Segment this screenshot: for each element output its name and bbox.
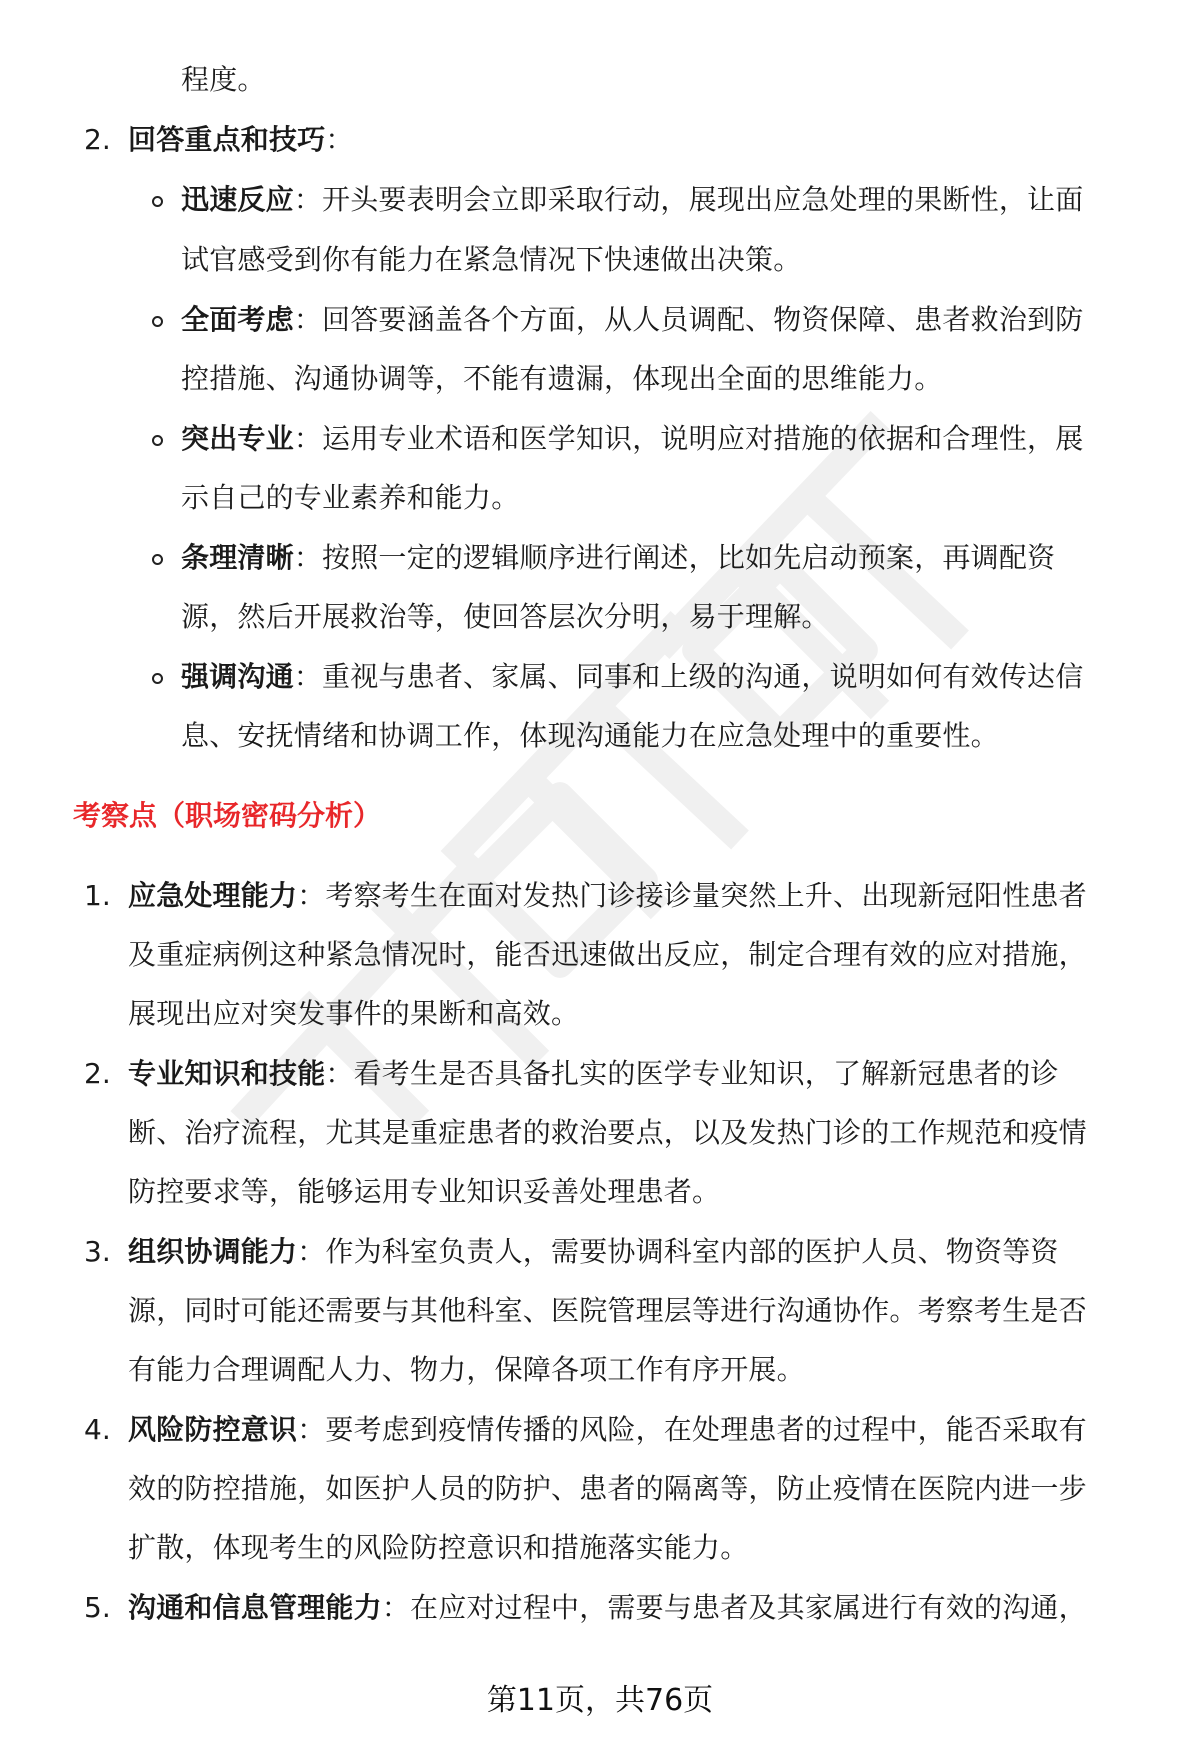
assessment-item-cont: 效的防控措施，如医护人员的防护、患者的隔离等，防止疫情在医院内进一步 <box>128 1472 1087 1505</box>
bullet-item: 全面考虑：回答要涵盖各个方面，从人员调配、物资保障、患者救治到防 <box>181 303 1084 336</box>
list-number: 5. <box>84 1591 111 1624</box>
assessment-item-cont: 及重症病例这种紧急情况时，能否迅速做出反应，制定合理有效的应对措施， <box>128 938 1087 971</box>
assessment-item-cont: 源，同时可能还需要与其他科室、医院管理层等进行沟通协作。考察考生是否 <box>128 1294 1087 1327</box>
list-number: 3. <box>84 1235 111 1268</box>
assessment-item-cont: 防控要求等，能够运用专业知识妥善处理患者。 <box>128 1175 721 1208</box>
intro-tail: 程度。 <box>181 63 266 96</box>
bullet-item-cont: 试官感受到你有能力在紧急情况下快速做出决策。 <box>181 243 802 276</box>
bullet-item-cont: 息、安抚情绪和协调工作，体现沟通能力在应急处理中的重要性。 <box>181 719 999 752</box>
bullet-item: 迅速反应：开头要表明会立即采取行动，展现出应急处理的果断性，让面 <box>181 183 1084 216</box>
answer-points-title: 回答重点和技巧： <box>128 123 354 156</box>
list-number: 1. <box>84 879 111 912</box>
assessment-item-cont: 断、治疗流程，尤其是重症患者的救治要点，以及发热门诊的工作规范和疫情 <box>128 1116 1087 1149</box>
bullet-icon <box>152 673 163 684</box>
bullet-icon <box>152 435 163 446</box>
bullet-item: 强调沟通：重视与患者、家属、同事和上级的沟通，说明如何有效传达信 <box>181 660 1084 693</box>
list-number: 2. <box>84 123 111 156</box>
bullet-item-cont: 源，然后开展救治等，使回答层次分明，易于理解。 <box>181 600 830 633</box>
bullet-icon <box>152 196 163 207</box>
assessment-item-cont: 展现出应对突发事件的果断和高效。 <box>128 997 580 1030</box>
section-heading: 考察点（职场密码分析） <box>73 799 382 832</box>
bullet-icon <box>152 316 163 327</box>
bullet-item: 条理清晰：按照一定的逻辑顺序进行阐述，比如先启动预案，再调配资 <box>181 541 1056 574</box>
assessment-item: 专业知识和技能：看考生是否具备扎实的医学专业知识，了解新冠患者的诊 <box>128 1057 1059 1090</box>
assessment-item-cont: 有能力合理调配人力、物力，保障各项工作有序开展。 <box>128 1353 805 1386</box>
bullet-item-cont: 控措施、沟通协调等，不能有遗漏，体现出全面的思维能力。 <box>181 362 943 395</box>
assessment-item: 风险防控意识：要考虑到疫情传播的风险，在处理患者的过程中，能否采取有 <box>128 1413 1087 1446</box>
list-number: 4. <box>84 1413 111 1446</box>
list-number: 2. <box>84 1057 111 1090</box>
assessment-item-cont: 扩散，体现考生的风险防控意识和措施落实能力。 <box>128 1531 749 1564</box>
bullet-item-cont: 示自己的专业素养和能力。 <box>181 481 520 514</box>
assessment-item: 应急处理能力：考察考生在面对发热门诊接诊量突然上升、出现新冠阳性患者 <box>128 879 1087 912</box>
assessment-item: 沟通和信息管理能力：在应对过程中，需要与患者及其家属进行有效的沟通， <box>128 1591 1087 1624</box>
bullet-item: 突出专业：运用专业术语和医学知识，说明应对措施的依据和合理性，展 <box>181 422 1084 455</box>
bullet-icon <box>152 554 163 565</box>
assessment-item: 组织协调能力：作为科室负责人，需要协调科室内部的医护人员、物资等资 <box>128 1235 1059 1268</box>
page-footer: 第11页，共76页 <box>486 1683 714 1718</box>
